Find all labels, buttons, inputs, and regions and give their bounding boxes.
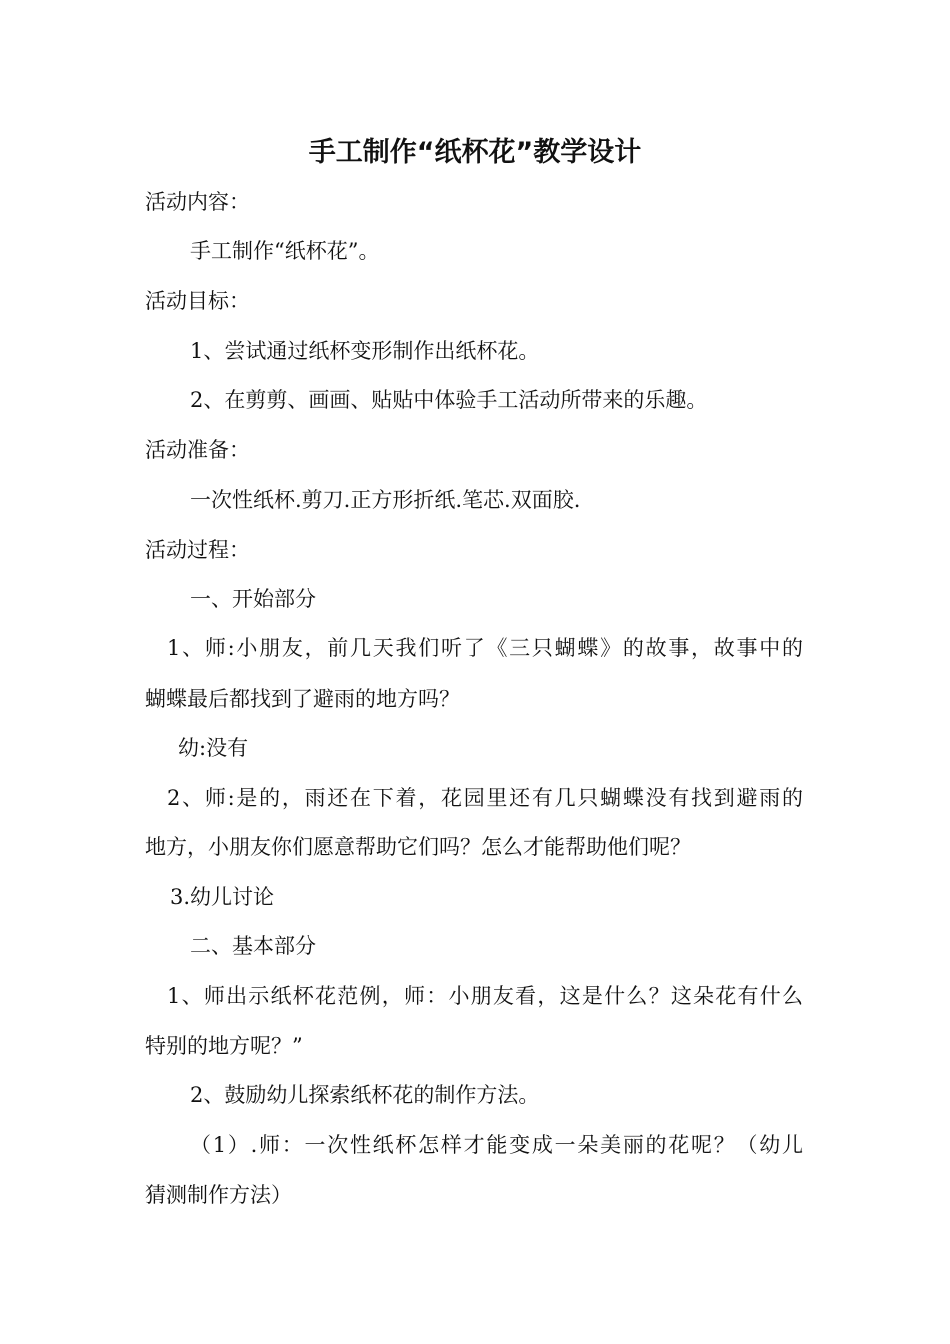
- paragraph-line: 1、尝试通过纸杯变形制作出纸杯花。: [190, 339, 540, 363]
- paragraph-line: 2、在剪剪、画画、贴贴中体验手工活动所带来的乐趣。: [190, 388, 708, 412]
- paragraph-line: 蝴蝶最后都找到了避雨的地方吗？: [145, 687, 460, 711]
- paragraph-line: 二、基本部分: [190, 934, 316, 958]
- section-heading: 活动准备：: [145, 438, 250, 462]
- section-heading: 活动目标：: [145, 289, 250, 313]
- paragraph-line: （1）.师：一次性纸杯怎样才能变成一朵美丽的花呢？（幼儿: [190, 1133, 803, 1157]
- paragraph-line: 一次性纸杯.剪刀.正方形折纸.笔芯.双面胶.: [190, 488, 581, 512]
- paragraph-line: 3.幼儿讨论: [170, 885, 275, 909]
- paragraph-line: 猜测制作方法）: [145, 1183, 292, 1207]
- paragraph-line: 手工制作“纸杯花”。: [190, 239, 380, 263]
- paragraph-line: 2、鼓励幼儿探索纸杯花的制作方法。: [190, 1083, 540, 1107]
- paragraph-line: 特别的地方呢？”: [145, 1034, 303, 1058]
- section-heading: 活动内容：: [145, 190, 250, 214]
- paragraph-line: 地方，小朋友你们愿意帮助它们吗？怎么才能帮助他们呢？: [145, 835, 691, 859]
- section-heading: 活动过程：: [145, 538, 250, 562]
- paragraph-line: 2、师:是的，雨还在下着，花园里还有几只蝴蝶没有找到避雨的: [167, 786, 803, 810]
- paragraph-line: 幼:没有: [178, 736, 249, 760]
- paragraph-line: 1、师出示纸杯花范例，师：小朋友看，这是什么？这朵花有什么: [167, 984, 803, 1008]
- document-title: 手工制作“纸杯花”教学设计: [308, 137, 642, 168]
- paragraph-line: 一、开始部分: [190, 587, 316, 611]
- paragraph-line: 1、师:小朋友，前几天我们听了《三只蝴蝶》的故事，故事中的: [167, 636, 803, 660]
